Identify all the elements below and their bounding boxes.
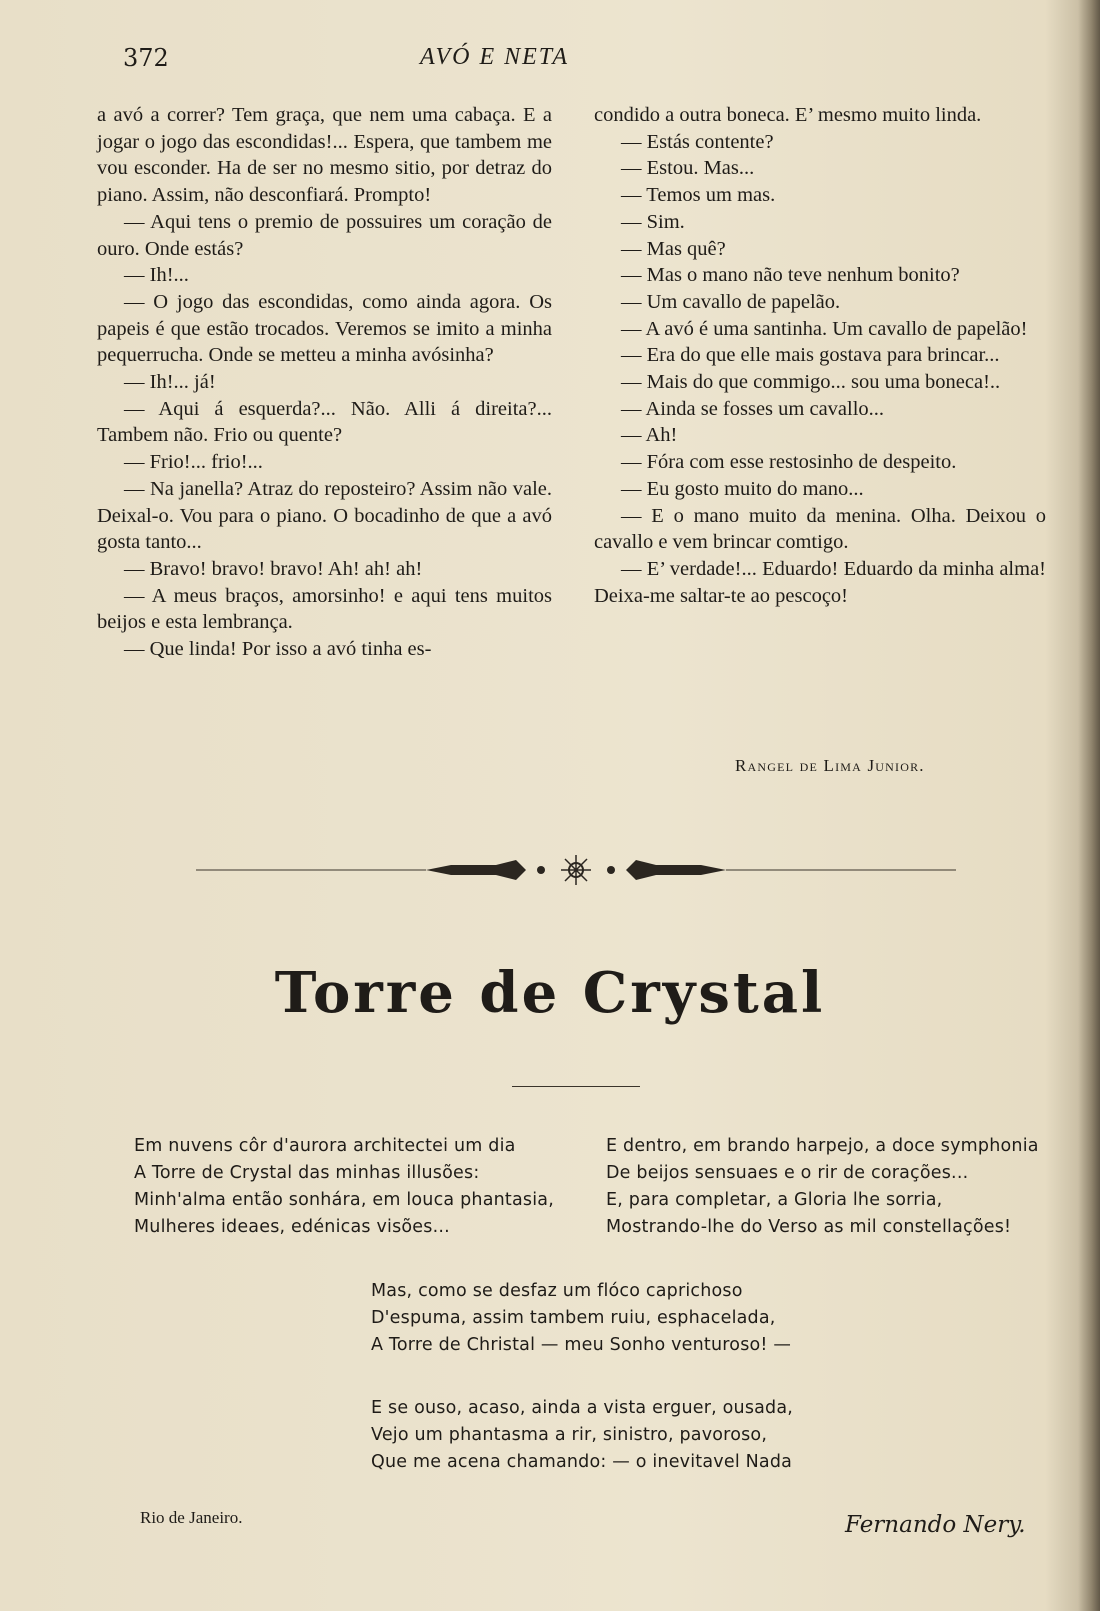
story-paragraph: — Mais do que commigo... sou uma boneca!.. [621,371,1001,394]
story-paragraph: a avó a correr? Tem graça, que nem uma cabaça. E a jogar o jogo das escondidas!... Espera, que tambem me vou esconder. Ha de ser no mesmo sitio, por detraz do piano. Assim, não desconfiará. Prompto! [97,104,552,207]
story-paragraph: — Frio!... frio!... [124,451,263,474]
poem-stanza-3 [371,1278,791,1359]
poem-line: Mulheres ideaes, edénicas visões... [134,1217,450,1237]
poem-stanza-1 [134,1133,554,1241]
poem-line: E se ouso, acaso, ainda a vista erguer, ousada, [371,1398,794,1418]
story-paragraph: — A meus braços, amorsinho! e aqui tens muitos beijos e esta lembrança. [97,584,552,634]
story-paragraph: — Sim. [621,210,685,233]
poem-line: Em nuvens côr d'aurora architectei um dia [134,1136,516,1156]
page-number: 372 [123,44,169,72]
story-paragraph: — A avó é uma santinha. Um cavallo de papelão! [621,317,1028,340]
story-paragraph: — Temos um mas. [621,184,776,207]
poem-line: E, para completar, a Gloria lhe sorria, [606,1190,943,1210]
story-paragraph: — Um cavallo de papelão. [621,290,841,313]
story-right-column [594,102,1046,609]
story-paragraph: — Na janella? Atraz do reposteiro? Assim não vale. Deixal-o. Vou para o piano. O bocadinho de que a avó gosta tanto... [97,477,552,554]
book-spine-shadow [1078,0,1100,1611]
story-paragraph: — Ah! [621,424,678,447]
ornament-divider [196,855,956,885]
poem-line: Que me acena chamando: — o inevitavel Nada [371,1452,793,1472]
poem-line: D'espuma, assim tambem ruiu, esphacelada, [371,1308,776,1328]
story-paragraph: — Mas quê? [621,237,726,260]
story-paragraph: — Ih!... [124,264,189,287]
poem-stanza-4 [371,1395,793,1476]
poem-line: De beijos sensuaes e o rir de corações... [606,1163,969,1183]
poem-line: Vejo um phantasma a rir, sinistro, pavoroso, [371,1425,768,1445]
poem-author: Fernando Nery. [845,1512,1026,1538]
story-paragraph: — Ainda se fosses um cavallo... [621,397,885,420]
story-signature: Rangel de Lima Junior. [735,756,925,775]
poem-title: Torre de Crystal [274,960,826,1026]
running-title: AVÓ E NETA [420,44,570,70]
story-paragraph: — Mas o mano não teve nenhum bonito? [621,264,960,287]
story-paragraph: — Aqui á esquerda?... Não. Alli á direita?... Tambem não. Frio ou quente? [97,397,552,447]
story-paragraph: — Eu gosto muito do mano... [621,477,864,500]
story-paragraph: — Que linda! Por isso a avó tinha es- [124,638,432,661]
poem-line: A Torre de Crystal das minhas illusões: [134,1163,480,1183]
poem-place: Rio de Janeiro. [140,1508,243,1527]
poem-line: E dentro, em brando harpejo, a doce symphonia [606,1136,1039,1156]
poem-line: Mas, como se desfaz um flóco caprichoso [371,1281,743,1301]
story-left-column [97,102,552,663]
poem-line: A Torre de Christal — meu Sonho venturoso! — [371,1335,792,1355]
story-paragraph: — Era do que elle mais gostava para brincar... [621,344,1000,367]
story-paragraph: — Fóra com esse restosinho de despeito. [621,451,957,474]
poem-line: Mostrando-lhe do Verso as mil constellações! [606,1217,1012,1237]
story-paragraph: — Estás contente? [621,130,774,153]
story-paragraph: — E o mano muito da menina. Olha. Deixou o cavallo e vem brincar comtigo. [594,504,1046,554]
story-paragraph: — Bravo! bravo! bravo! Ah! ah! ah! [124,557,423,580]
poem-stanza-2 [606,1133,1039,1241]
story-paragraph: — Ih!... já! [124,371,216,394]
story-paragraph: — Aqui tens o premio de possuires um coração de ouro. Onde estás? [97,210,552,260]
story-paragraph: — Estou. Mas... [621,157,755,180]
poem-line: Minh'alma então sonhára, em louca phantasia, [134,1190,554,1210]
story-paragraph: — E’ verdade!... Eduardo! Eduardo da minha alma! Deixa-me saltar-te ao pescoço! [594,557,1046,607]
title-rule [512,1086,640,1087]
story-paragraph: condido a outra boneca. E’ mesmo muito linda. [594,104,982,126]
story-paragraph: — O jogo das escondidas, como ainda agora. Os papeis é que estão trocados. Veremos se imito a minha pequerrucha. Onde se metteu a minha avósinha? [97,290,552,367]
